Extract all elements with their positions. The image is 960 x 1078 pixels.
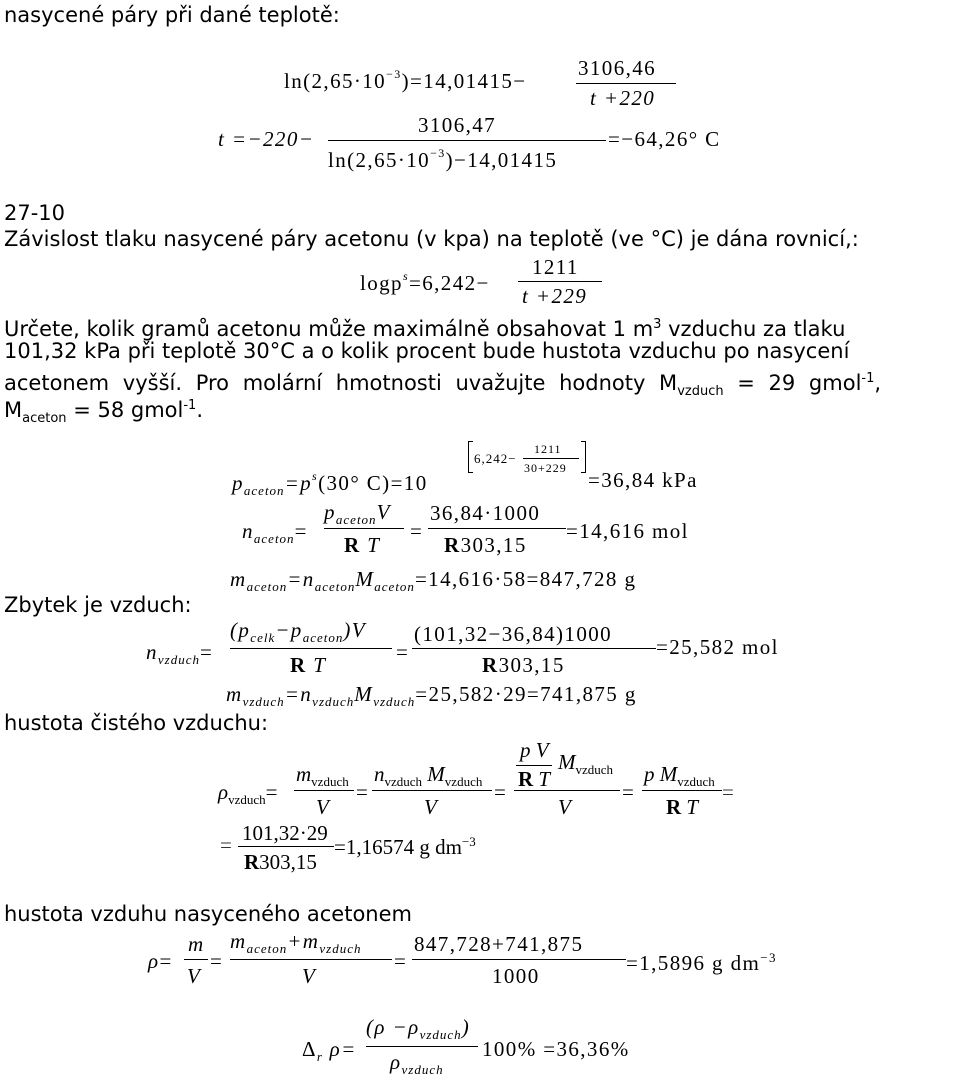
task-line-3-tail: , [874,371,882,395]
eq-mv-rhs: =25,582·29=741,875 g [415,682,637,706]
eq-mv-m: m [226,682,243,706]
eq-rho3-f2-num [230,931,361,955]
eq-nv-numerator-2: (101,32−36,84)1000 [414,622,613,646]
eq-rho3-rhs [626,951,777,974]
exp-numerator: 1211 [534,442,562,456]
eq-rho1-f2-m: M [427,762,445,786]
eq-delta-den-sub: vzduch [401,1062,444,1077]
eq-rho1-f3-top-den [518,769,550,790]
eq-nv-den-t: T [313,653,327,677]
saturated-air-label: hustota vzduhu nasyceného acetonem [4,902,412,926]
eq-rho2-sup: −3 [461,834,476,849]
eq-n-den-r: R [344,533,361,557]
task-line-1-sup: 3 [653,317,662,332]
eq-mv-sub3: vzduch [373,694,416,709]
eq-a-exp: −3 [386,67,402,81]
eq-rho1-f3-m [558,752,613,776]
eq-rho1-f3-r: R [518,767,534,791]
eq-c-numerator: 1211 [532,255,579,279]
eq-n-den-t: T [367,533,381,557]
eq-p-lhs: p [232,471,244,495]
task-line-4-text: M [4,398,23,422]
eq-rho1-f1-den: V [316,795,329,819]
eq-a-fraction-bar [576,83,676,84]
eq-delta-den-rho: ρ [390,1050,402,1074]
eq-n-bar-2 [428,528,566,529]
eq-nv-lhs [146,642,213,666]
eq-p-aceton [232,470,428,497]
exp-right-bracket [581,441,586,473]
eq-rho1-f4-sub: vzduch [677,774,715,790]
eq-rho3-f2-sub2: vzduch [319,941,362,956]
task-line-3-end: = 29 gmol [723,371,862,395]
eq-nv-bar-1 [230,648,392,649]
eq-nv-n: n [146,640,158,664]
eq-n-den2-r: R [444,533,461,557]
eq-rho3-eq1: = [159,949,173,973]
eq-n-bar-1 [324,528,404,529]
eq-p-sup: s [312,469,319,483]
eq-rho1-f3-sub: vzduch [575,762,614,778]
eq-delta-num [366,1017,470,1041]
eq-b-den-exp: −3 [430,146,446,160]
eq-p-mid: =p [284,471,313,495]
eq-c-log: logp [360,271,403,295]
eq-nv-equals: = [200,640,214,664]
eq-delta-symbol: Δ [302,1037,317,1061]
eq-rho3-f2-den: V [302,964,317,988]
exp-left-bracket [468,441,473,473]
eq-rho3-value: =1,5896 g dm [626,951,761,975]
eq-n-num-p: p [324,500,336,524]
eq-n-denominator-2 [444,535,527,556]
eq-n-numerator-2: 36,84·1000 [430,501,541,525]
eq-nv-denominator-2 [482,655,565,676]
eq-nv-den2: 303,15 [498,653,565,677]
eq-rho1-f2-n: n [374,762,385,786]
eq-c-lhs [360,270,490,294]
eq-m-sub1: aceton [246,579,288,594]
eq-n-n: n [242,519,254,543]
eq-p-sub: aceton [243,483,285,498]
task-line-4-end: = 58 gmol [66,398,184,422]
eq-rho1-eq1: = [265,780,278,804]
eq-nv-num-a: (p [230,618,251,642]
eq-n-numerator [324,502,391,526]
eq-b-den-b: )−14,01415 [445,148,558,172]
task-line-4-sub: aceton [22,411,67,427]
eq-rho3-f2-m1: m [230,929,247,953]
eq-delta-bar [366,1046,478,1047]
eq-rho2-den [244,852,317,873]
eq-rho1-bar-4 [642,790,722,791]
eq-nv-num-sub1: celk [250,630,276,645]
eq-rho2-den-r: R [244,850,260,874]
eq-rho2-value: =1,16574 g dm [334,835,462,859]
eq-rho1-bar-1 [294,790,354,791]
eq-m-m: m [230,567,247,591]
eq-b-denominator [328,147,557,171]
eq-n-denominator [344,535,380,556]
eq-nv-equals-2: = [396,640,410,664]
clean-air-label: hustota čistého vzduchu: [4,711,269,735]
task-line-3-text: acetonem vyšší. Pro molární hmotnosti uvažujte hodnoty M [4,371,678,395]
eq-rho1-f3-M: M [558,750,576,774]
eq-rho3-f2-sub1: aceton [246,941,288,956]
eq-rho2-den-v: 303,15 [259,850,317,874]
eq-rho1-f3-top-num: p V [520,738,549,762]
eq-rho1-f1-m: m [296,762,312,786]
problem-statement: Závislost tlaku nasycené páry acetonu (v kpa) na teplotě (ve °C) je dána rovnicí,: [4,227,859,251]
eq-rho2-eq: = [220,833,232,857]
eq-m-sub3: aceton [374,579,415,594]
eq-nv-num-b: −p [275,618,303,642]
eq-nv-num-c: )V [343,618,366,642]
task-line-1-text: Určete, kolik gramů acetonu může maximálně obsahovat 1 m [4,317,654,341]
intro-text: nasycené páry při dané teplotě: [4,3,340,27]
equation-ln-line [284,68,527,92]
eq-b-numerator: 3106,47 [418,113,497,137]
eq-b-result: =−64,26° C [608,127,721,151]
eq-m-rhs: =14,616·58=847,728 g [414,567,637,591]
exp-term: 6,242− [474,451,517,466]
task-line-1-end: vzduchu za tlaku [661,317,846,341]
eq-nv-numerator [230,620,366,644]
eq-n-sub: aceton [253,531,295,546]
eq-n-den2: 303,15 [460,533,527,557]
eq-rho1-eq3: = [494,780,506,804]
eq-n-equals: = [294,519,308,543]
eq-rho3-f3-den: 1000 [492,964,540,988]
eq-rho1-sub: vzduch [228,792,266,808]
eq-mv-sub1: vzduch [242,694,285,709]
eq-rho3-lhs [148,951,173,972]
eq-c-sup: s [402,269,410,283]
eq-rho1-lhs [218,782,277,806]
eq-delta-lhs [302,1039,357,1063]
task-line-3-sup: -1 [861,371,875,386]
eq-rho1-eq5: = [722,780,734,804]
eq-rho3-f2-plus: +m [287,929,320,953]
eq-nv-denominator [290,655,326,676]
eq-rho3-f1-num: m [188,932,205,956]
eq-mv-eq: =n [284,682,313,706]
eq-mv-sub2: vzduch [312,694,355,709]
eq-rho1-f2-den: V [424,795,437,819]
eq-rho3-eq3: = [394,949,408,973]
eq-nv-sub: vzduch [157,652,201,667]
eq-nv-bar-2 [412,648,656,649]
eq-delta-den [390,1052,444,1076]
eq-rho3-eq2: = [210,949,224,973]
eq-c-denominator: t +229 [522,284,588,308]
eq-rho2-bar [238,846,334,847]
eq-rho1-eq4: = [622,780,634,804]
eq-nv-den2-r: R [482,653,499,677]
eq-rho1-rho: ρ [218,780,229,804]
eq-n-result: =14,616 mol [566,519,689,543]
eq-rho1-eq2: = [356,780,368,804]
eq-m-aceton [230,569,636,593]
eq-a-lhs: ln(2,65·10 [284,69,387,93]
eq-rho1-bar-2 [372,790,492,791]
problem-number: 27-10 [4,201,66,225]
eq-rho1-f2-sub1: vzduch [384,774,423,790]
rest-air-label: Zbytek je vzduch: [4,593,192,617]
task-line-4 [4,392,956,432]
eq-delta-sub: r [316,1049,323,1064]
eq-n-num-v: V [376,500,391,524]
eq-rho3-bar-2 [230,959,392,960]
eq-rho1-f3-t: T [538,767,551,791]
eq-rho1-f2-sub2: vzduch [444,774,483,790]
eq-rho1-f3-inner-bar [516,765,552,766]
eq-rho1-f4-num [644,764,715,788]
task-line-4-sup: -1 [183,398,197,413]
eq-b-den-a: ln(2,65·10 [328,148,431,172]
eq-delta-num-a: (ρ −ρ [366,1015,420,1039]
eq-rho2-rhs [334,835,476,858]
task-line-2: 101,32 kPa při teplotě 30°C a o kolik procent bude hustota vzduchu po nasycení [4,339,850,363]
exp-denominator: 30+229 [524,461,567,475]
eq-mv-M: M [354,682,374,706]
eq-rho1-f1-sub: vzduch [311,774,349,790]
eq-rho1-f1-num [296,764,349,788]
eq-m-eq: =n [287,567,315,591]
eq-nv-den-r: R [290,653,307,677]
eq-m-sub2: aceton [314,579,356,594]
eq-a-denominator: t +220 [590,86,656,110]
eq-m-M: M [355,567,375,591]
eq-rho3-f1-den: V [187,964,202,988]
eq-mv [226,684,637,708]
eq-p-result: =36,84 kPa [588,468,698,492]
eq-delta-num-b: ) [461,1015,471,1039]
eq-rho3-f3-num: 847,728+741,875 [414,932,584,956]
eq-rho1-f4-t: T [686,795,699,819]
eq-a-mid: )=14,01415− [401,69,527,93]
eq-delta-num-sub: vzduch [419,1027,462,1042]
task-line-3-sub: vzduch [677,384,724,400]
eq-c-fraction-bar [518,281,602,282]
eq-rho1-f4-r: R [666,795,682,819]
eq-b-lhs: t =−220− [218,127,315,151]
eq-rho2-num: 101,32·29 [242,821,328,845]
eq-rho1-bar-3 [514,790,620,791]
task-line-4-tail: . [196,398,203,422]
eq-rho1-f2-num [374,764,482,788]
eq-b-fraction-bar [328,140,606,141]
eq-n-num-sub: aceton [335,512,377,527]
eq-p-arg: (30° C)=10 [318,471,428,495]
eq-c-mid: =6,242− [409,271,490,295]
eq-rho3-rho: ρ [148,949,160,973]
eq-delta-rho: ρ= [322,1037,357,1061]
eq-rho1-f3-den: V [558,795,571,819]
eq-rho3-bar-1 [184,959,208,960]
eq-nv-result: =25,582 mol [656,635,779,659]
eq-nv-num-sub2: aceton [302,630,344,645]
eq-n-equals-2: = [410,519,424,543]
eq-rho1-f4-pm: p M [644,762,678,786]
eq-rho1-f4-den [666,797,698,818]
eq-delta-rhs: 100% =36,36% [482,1037,630,1061]
eq-n-lhs [242,521,308,545]
eq-rho3-sup: −3 [760,950,777,965]
exp-fraction-bar [523,458,579,459]
eq-rho3-bar-3 [412,959,626,960]
eq-a-numerator: 3106,46 [578,56,657,80]
